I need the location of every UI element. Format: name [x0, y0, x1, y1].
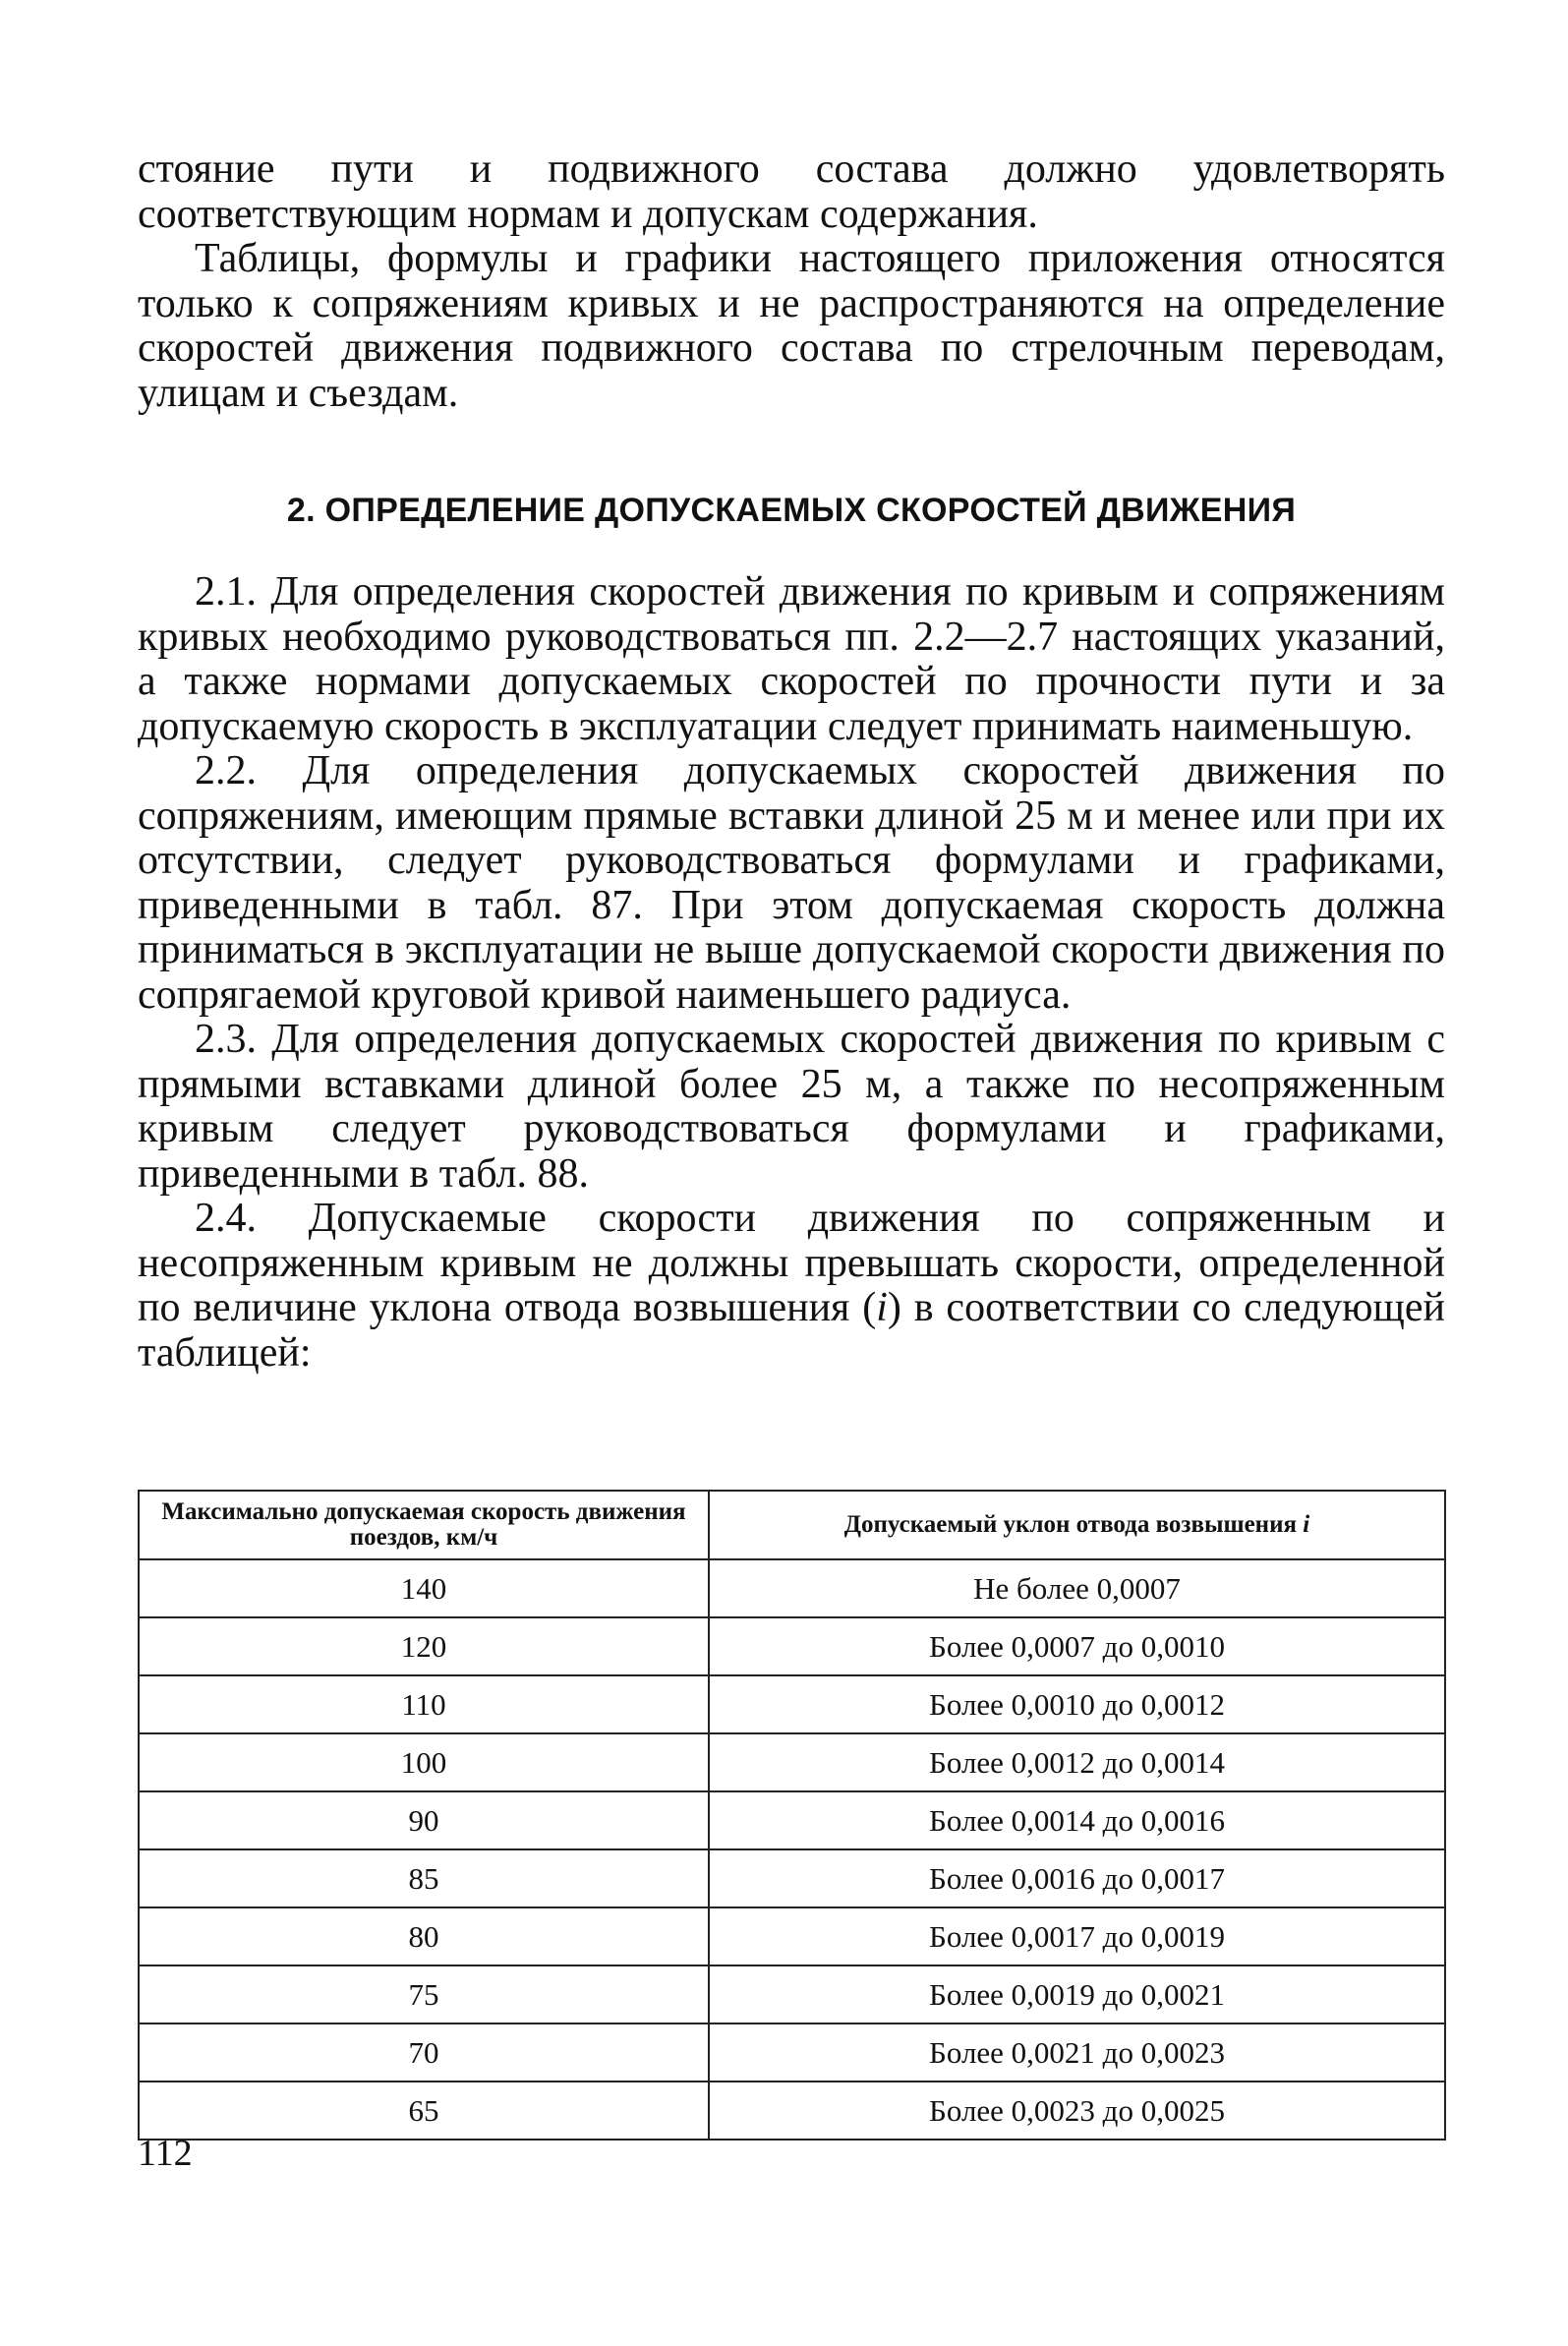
table-row — [139, 2023, 1445, 2082]
clause-2-4-text-end: ) в соответствии со следующей таблицей: — [138, 1285, 1445, 1376]
clause-2-4-symbol: i — [876, 1285, 888, 1330]
speed-cell: 65 — [139, 2082, 709, 2140]
speed-cell: 70 — [139, 2023, 709, 2082]
slope-cell: Не более 0,0007 — [709, 1559, 1445, 1617]
clause-2-3: 2.3. Для определения допускаемых скоростей движения по кривым с прямыми вставками длиной более 25 м, а также по несопряженным кривым следует руководствоваться формулами и графиками, приведенными в табл. 88. — [138, 1017, 1445, 1197]
intro-block — [138, 147, 1445, 416]
slope-cell: Более 0,0014 до 0,0016 — [709, 1791, 1445, 1849]
header-slope-text: Допускаемый уклон отвода возвышения — [843, 1511, 1298, 1538]
table-row — [139, 2082, 1445, 2140]
slope-cell: Более 0,0010 до 0,0012 — [709, 1675, 1445, 1733]
slope-cell: Более 0,0016 до 0,0017 — [709, 1849, 1445, 1907]
page-number: 112 — [138, 2133, 193, 2174]
clause-2-4 — [138, 1197, 1445, 1376]
header-slope-symbol: i — [1303, 1511, 1310, 1538]
slope-speed-table — [138, 1490, 1446, 2141]
speed-cell: 140 — [139, 1559, 709, 1617]
clause-2-1: 2.1. Для определения скоростей движения по кривым и сопряжениям кривых необходимо руководствоваться пп. 2.2—2.7 настоящих указаний, а также нормами допускаемых скоростей по прочности пути и за допускаемую скорость в эксплуатации следует принимать наименьшую. — [138, 569, 1445, 749]
header-slope — [709, 1491, 1445, 1559]
speed-cell: 120 — [139, 1617, 709, 1675]
table-row — [139, 1907, 1445, 1965]
slope-cell: Более 0,0023 до 0,0025 — [709, 2082, 1445, 2140]
speed-cell: 75 — [139, 1965, 709, 2023]
table-row — [139, 1733, 1445, 1791]
slope-cell: Более 0,0007 до 0,0010 — [709, 1617, 1445, 1675]
table-row — [139, 1617, 1445, 1675]
speed-cell: 110 — [139, 1675, 709, 1733]
slope-cell: Более 0,0019 до 0,0021 — [709, 1965, 1445, 2023]
speed-cell: 80 — [139, 1907, 709, 1965]
table-row — [139, 1791, 1445, 1849]
slope-cell: Более 0,0017 до 0,0019 — [709, 1907, 1445, 1965]
header-speed: Максимально допускаемая скорость движения поездов, км/ч — [139, 1491, 709, 1559]
clause-2-2: 2.2. Для определения допускаемых скоростей движения по сопряжениям, имеющим прямые вставки длиной 25 м и менее или при их отсутствии, следует руководствоваться формулами и графиками, приведенными в табл. 87. При этом допускаемая скорость должна приниматься в эксплуатации не выше допускаемой скорости движения по сопрягаемой круговой кривой наименьшего радиуса. — [138, 748, 1445, 1018]
section-heading: 2. ОПРЕДЕЛЕНИЕ ДОПУСКАЕМЫХ СКОРОСТЕЙ ДВИЖЕНИЯ — [286, 492, 1297, 529]
speed-cell: 100 — [139, 1733, 709, 1791]
speed-cell: 85 — [139, 1849, 709, 1907]
table-row — [139, 1675, 1445, 1733]
table-row — [139, 1965, 1445, 2023]
slope-cell: Более 0,0021 до 0,0023 — [709, 2023, 1445, 2082]
table-row — [139, 1559, 1445, 1617]
intro-paragraph-continuation: стояние пути и подвижного состава должно удовлетворять соответствующим нормам и допускам содержания. — [138, 147, 1445, 237]
intro-paragraph-tables: Таблицы, формулы и графики настоящего приложения относятся только к сопряжениям кривых и не распространяются на определение скоростей движения подвижного состава по стрелочным переводам, улицам и съездам. — [138, 236, 1445, 416]
table-row — [139, 1849, 1445, 1907]
table-header-row — [139, 1491, 1445, 1559]
slope-cell: Более 0,0012 до 0,0014 — [709, 1733, 1445, 1791]
clauses-block — [138, 570, 1445, 1376]
speed-cell: 90 — [139, 1791, 709, 1849]
clause-2-4-text-start: 2.4. Допускаемые скорости движения по сопряженным и несопряженным кривым не должны превышать скорости, определенной по величине уклона отвода возвышения ( — [138, 1196, 1445, 1330]
